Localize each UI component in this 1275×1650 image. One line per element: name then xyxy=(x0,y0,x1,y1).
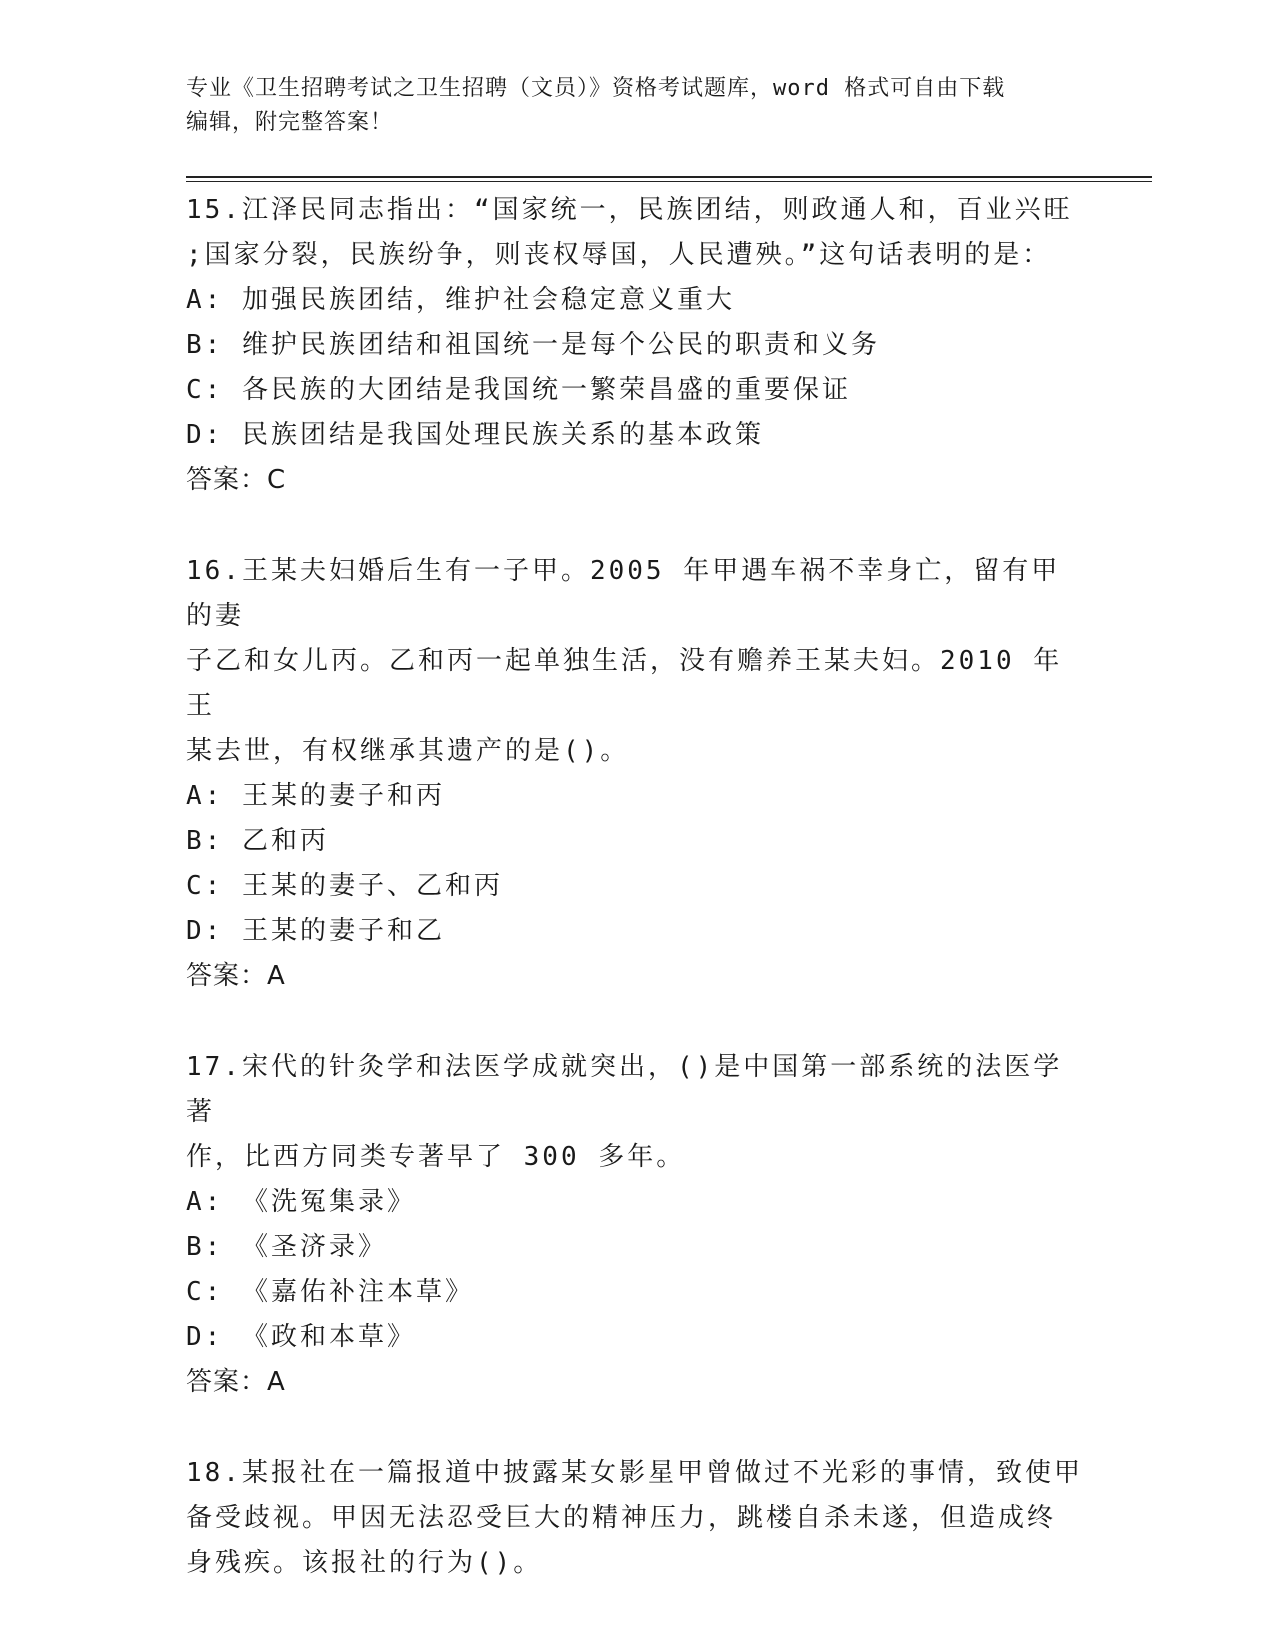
option-b: B: 维护民族团结和祖国统一是每个公民的职责和义务 xyxy=(186,330,880,360)
header-line-1: 专业《卫生招聘考试之卫生招聘（文员）》资格考试题库，word 格式可自由下载 xyxy=(186,76,1006,101)
answer-label: 答案：C xyxy=(186,465,287,495)
answer-label: 答案：A xyxy=(186,961,286,991)
option-c: C: 各民族的大团结是我国统一繁荣昌盛的重要保证 xyxy=(186,375,851,405)
question-16 xyxy=(186,549,1086,999)
question-17 xyxy=(186,1045,1086,1405)
option-a: A: 王某的妻子和丙 xyxy=(186,781,445,811)
option-d: D: 《政和本草》 xyxy=(186,1322,416,1352)
answer-label: 答案：A xyxy=(186,1367,286,1397)
option-a: A: 《洗冤集录》 xyxy=(186,1187,416,1217)
header-divider-thick xyxy=(186,176,1152,178)
question-stem-line: 作，比西方同类专著早了 300 多年。 xyxy=(186,1142,686,1172)
option-d: D: 民族团结是我国处理民族关系的基本政策 xyxy=(186,420,764,450)
question-stem-line: 17.宋代的针灸学和法医学成就突出，()是中国第一部系统的法医学著 xyxy=(186,1052,1063,1127)
question-stem-line: 15.江泽民同志指出：“国家统一，民族团结，则政通人和，百业兴旺 xyxy=(186,195,1073,225)
question-stem-line: 子乙和女儿丙。乙和丙一起单独生活，没有赡养王某夫妇。2010 年王 xyxy=(186,646,1063,721)
question-stem-line: ;国家分裂，民族纷争，则丧权辱国，人民遭殃。”这句话表明的是： xyxy=(186,240,1052,270)
question-list xyxy=(186,188,1086,1632)
question-stem-line: 身残疾。该报社的行为()。 xyxy=(186,1548,543,1578)
option-b: B: 《圣济录》 xyxy=(186,1232,387,1262)
question-stem-line: 备受歧视。甲因无法忍受巨大的精神压力，跳楼自杀未遂，但造成终 xyxy=(186,1503,1057,1533)
option-c: C: 王某的妻子、乙和丙 xyxy=(186,871,503,901)
option-d: D: 王某的妻子和乙 xyxy=(186,916,445,946)
document-header xyxy=(186,72,1066,140)
question-stem-line: 18.某报社在一篇报道中披露某女影星甲曾做过不光彩的事情，致使甲 xyxy=(186,1458,1083,1488)
question-stem-line: 某去世，有权继承其遗产的是()。 xyxy=(186,736,630,766)
option-c: C: 《嘉佑补注本草》 xyxy=(186,1277,474,1307)
header-divider-thin xyxy=(186,181,1152,182)
option-a: A: 加强民族团结，维护社会稳定意义重大 xyxy=(186,285,735,315)
option-b: B: 乙和丙 xyxy=(186,826,329,856)
question-18 xyxy=(186,1451,1086,1586)
header-line-2: 编辑，附完整答案！ xyxy=(186,110,394,135)
question-15 xyxy=(186,188,1086,503)
question-stem-line: 16.王某夫妇婚后生有一子甲。2005 年甲遇车祸不幸身亡，留有甲的妻 xyxy=(186,556,1061,631)
